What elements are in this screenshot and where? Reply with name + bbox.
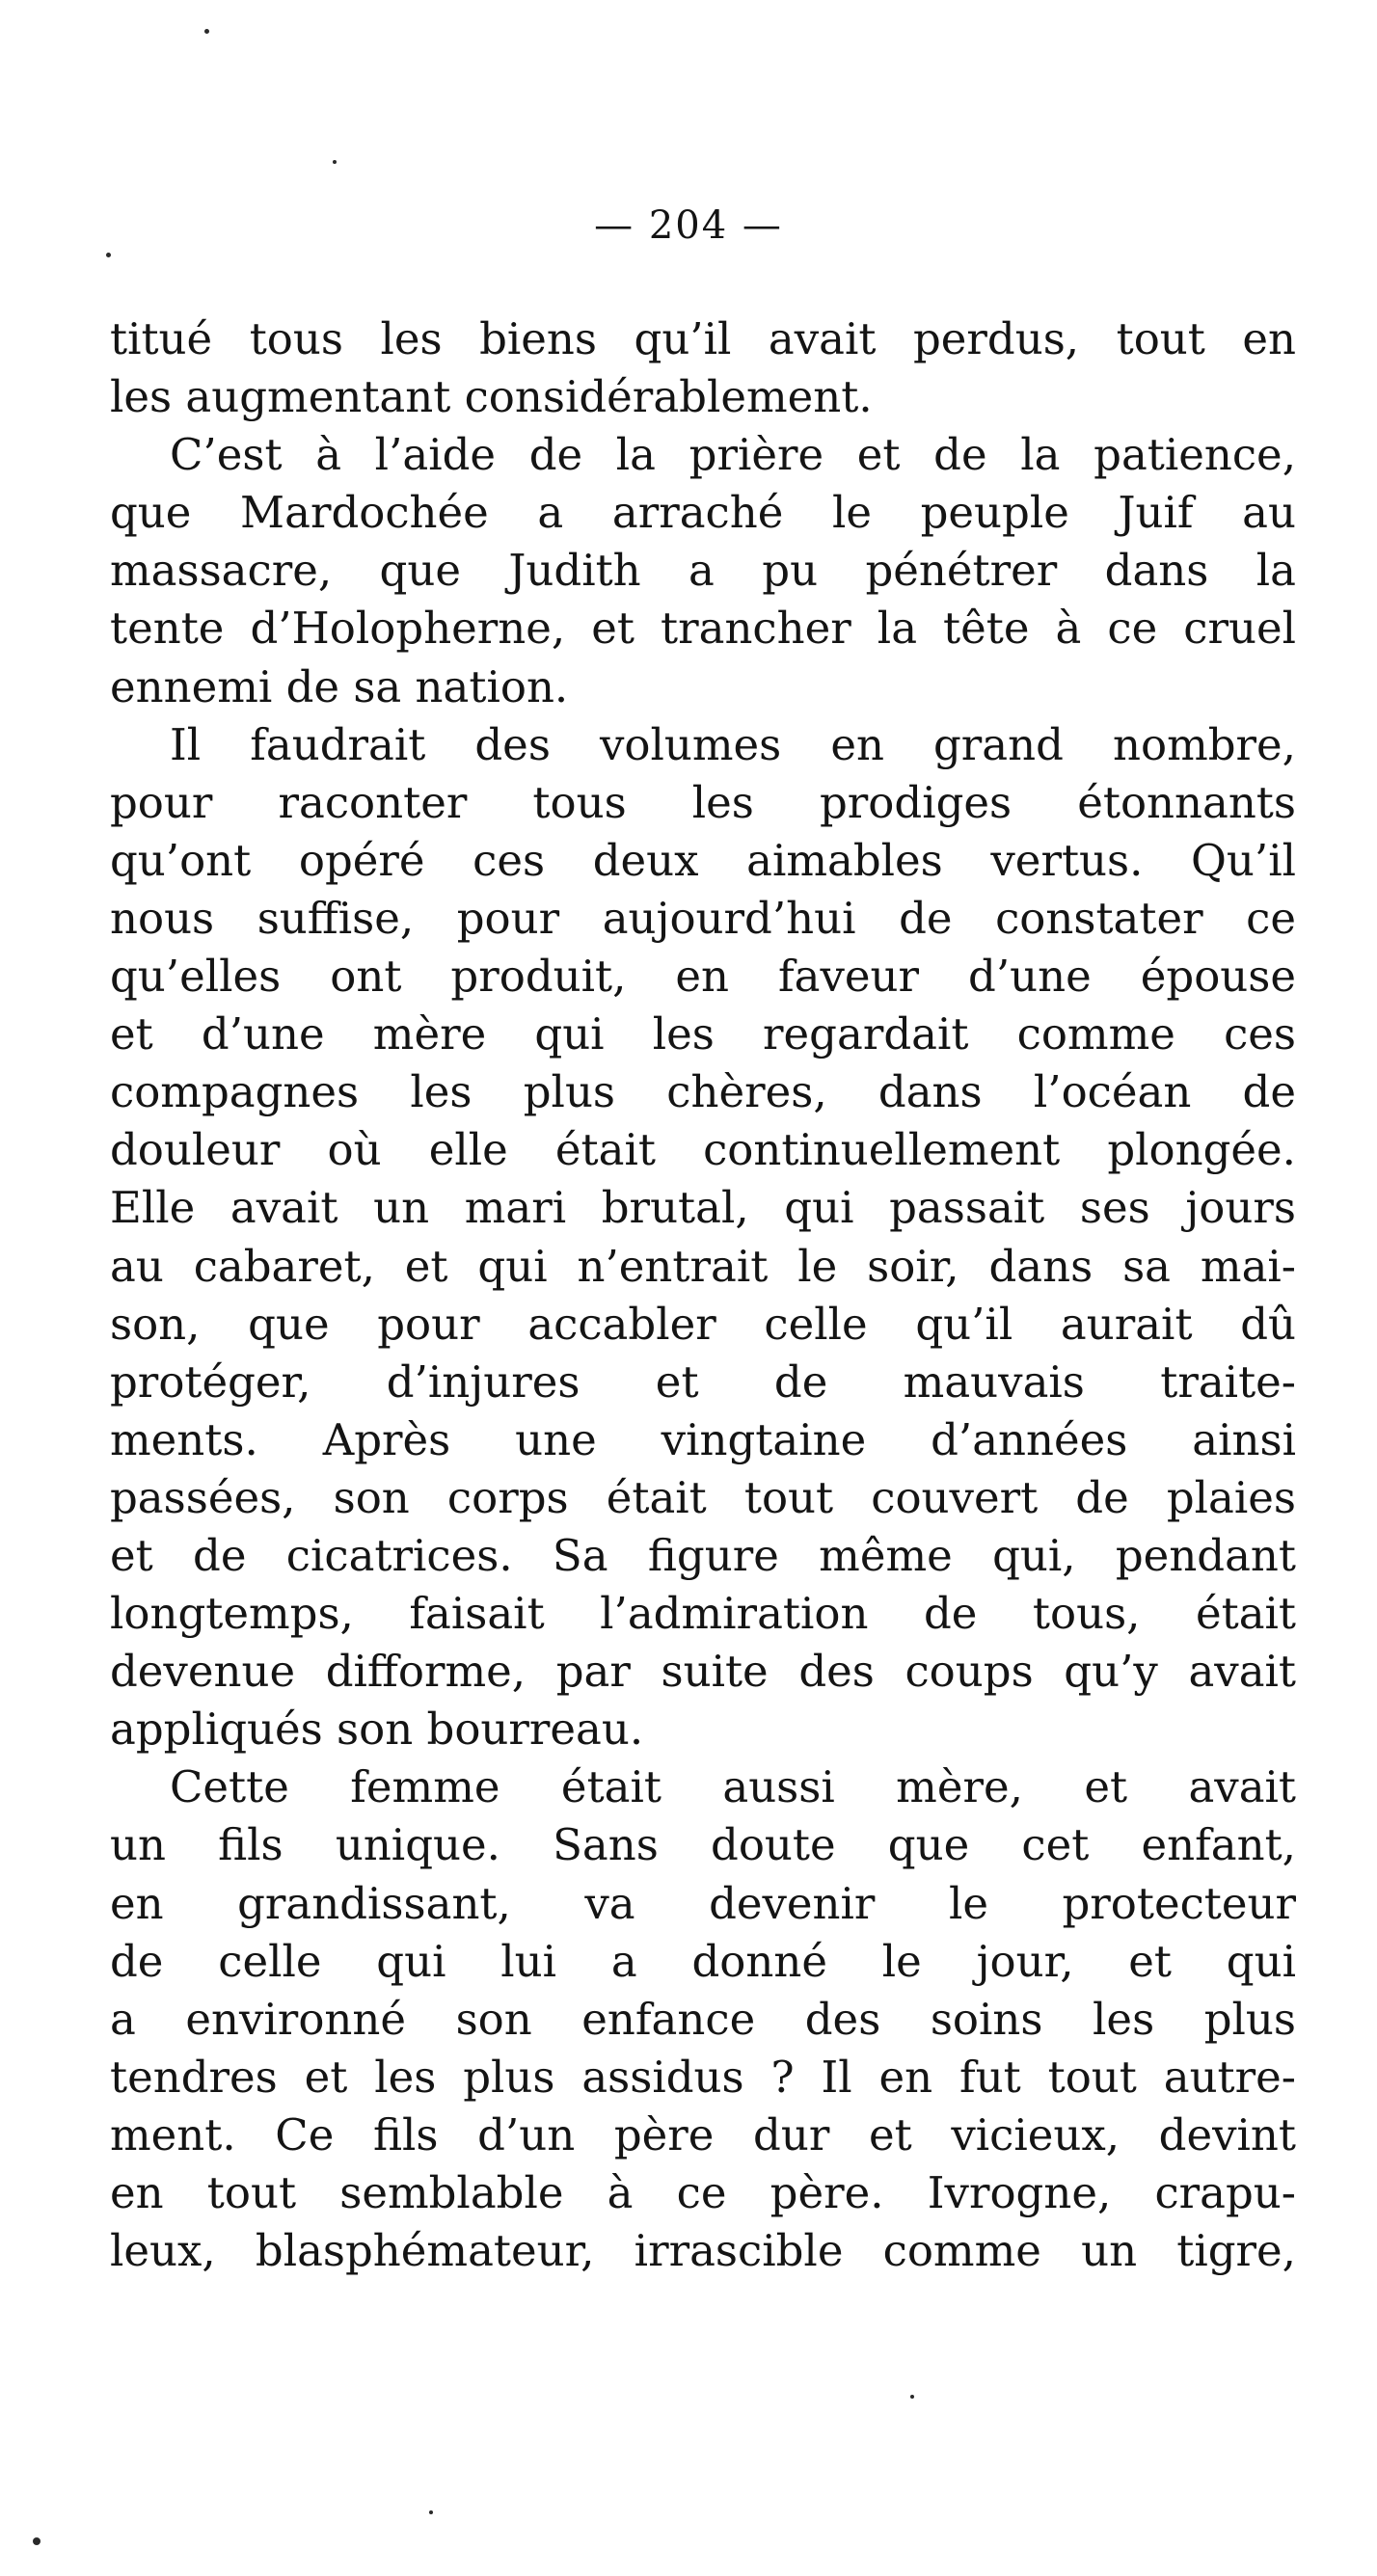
text-line: les augmentant considérablement.: [110, 371, 873, 423]
text-line: tente d’Holopherne, et trancher la tête à ce cruel: [110, 603, 1296, 655]
text-line: ments. Après une vingtaine d’années ainsi: [110, 1413, 1296, 1465]
text-line: compagnes les plus chères, dans l’océan de: [110, 1066, 1296, 1118]
text-line: et de cicatrices. Sa figure même qui, pendant: [110, 1529, 1296, 1581]
text-line: pour raconter tous les prodiges étonnants: [110, 776, 1296, 828]
print-speck: [429, 2510, 433, 2514]
page-number: — 204 —: [594, 203, 783, 248]
print-speck: [333, 160, 337, 164]
text-line: au cabaret, et qui n’entrait le soir, dans sa mai-: [110, 1240, 1296, 1292]
text-line: que Mardochée a arraché le peuple Juif au: [110, 487, 1296, 539]
text-line: a environné son enfance des soins les plus: [110, 1993, 1296, 2045]
text-line: en tout semblable à ce père. Ivrogne, crapu-: [110, 2167, 1296, 2218]
text-line: Elle avait un mari brutal, qui passait ses jours: [110, 1182, 1296, 1234]
text-line: longtemps, faisait l’admiration de tous, était: [110, 1588, 1296, 1640]
body-text: [110, 310, 1296, 2280]
text-line: Cette femme était aussi mère, et avait: [170, 1761, 1296, 1813]
text-line: et d’une mère qui les regardait comme ces: [110, 1008, 1296, 1060]
text-line: titué tous les biens qu’il avait perdus, tout en: [110, 313, 1296, 364]
text-line: de celle qui lui a donné le jour, et qui: [110, 1935, 1296, 1987]
text-line: ment. Ce fils d’un père dur et vicieux, devint: [110, 2108, 1296, 2160]
text-line: protéger, d’injures et de mauvais traite-: [110, 1355, 1296, 1408]
text-line: massacre, que Judith a pu pénétrer dans la: [110, 545, 1296, 597]
print-speck: [106, 253, 111, 257]
print-speck: [33, 2537, 40, 2545]
print-speck: [910, 2395, 914, 2399]
text-line: appliqués son bourreau.: [110, 1704, 644, 1756]
text-line: ennemi de sa nation.: [110, 660, 569, 712]
text-line: tendres et les plus assidus ? Il en fut tout autre-: [110, 2051, 1296, 2103]
text-line: nous suffise, pour aujourd’hui de constater ce: [110, 892, 1296, 944]
text-line: un fils unique. Sans doute que cet enfant,: [110, 1819, 1296, 1871]
text-line: leux, blasphémateur, irrascible comme un tigre,: [110, 2225, 1296, 2277]
text-line: passées, son corps était tout couvert de plaies: [110, 1471, 1296, 1523]
text-line: douleur où elle était continuellement plongée.: [110, 1124, 1296, 1176]
text-line: qu’ont opéré ces deux aimables vertus. Qu’il: [110, 834, 1296, 886]
text-line: Il faudrait des volumes en grand nombre,: [170, 718, 1296, 770]
text-line: son, que pour accabler celle qu’il aurait dû: [110, 1298, 1296, 1350]
text-line: en grandissant, va devenir le protecteur: [110, 1877, 1296, 1929]
text-line: C’est à l’aide de la prière et de la patience,: [170, 429, 1296, 481]
text-line: devenue difforme, par suite des coups qu’y avait: [110, 1646, 1296, 1698]
text-line: qu’elles ont produit, en faveur d’une épouse: [110, 951, 1296, 1003]
print-speck: [204, 29, 209, 34]
